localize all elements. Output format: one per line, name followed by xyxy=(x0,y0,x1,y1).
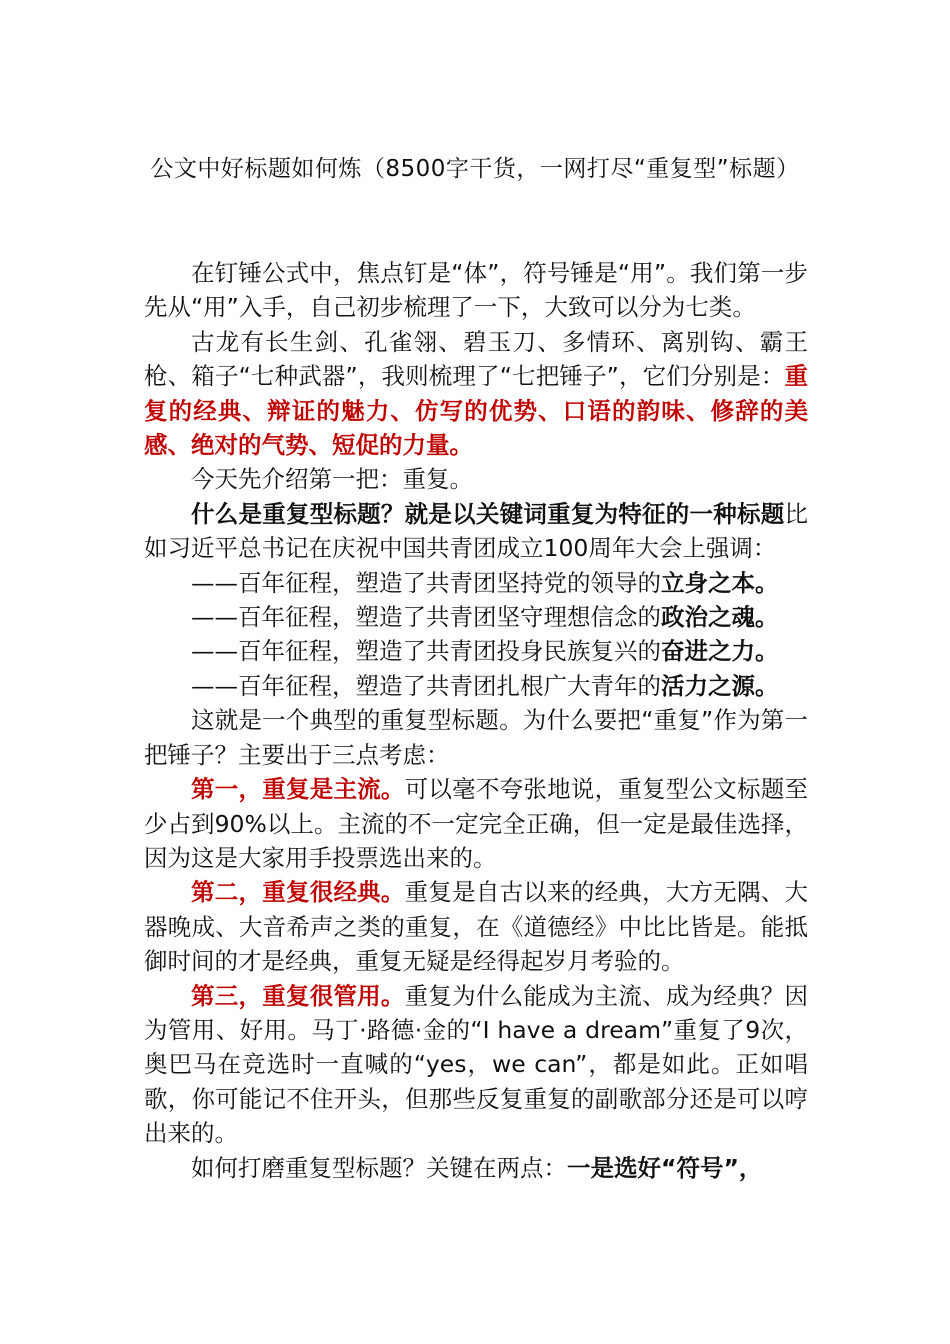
quote-line xyxy=(144,600,808,634)
highlight-text: 重复的经典、辩证的魅力、仿写的优势、口语的韵味、修辞的美感、绝对的气势、短促的力量。 xyxy=(144,362,808,460)
quote-text: ——百年征程，塑造了共青团投身民族复兴的 xyxy=(191,637,661,666)
paragraph-text: 可以毫不夸张地说，重复型公文标题至少占到90%以上。主流的不一定完全正确，但一定是最佳选择，因为这是大家用手投票选出来的。 xyxy=(144,775,809,872)
paragraph-text: 古龙有长生剑、孔雀翎、碧玉刀、多情环、离别钩、霸王枪、箱子“七种武器”，我则梳理了“七把锤子”，它们分别是： xyxy=(144,327,808,391)
bold-text: 一是选好“符号”， xyxy=(567,1153,763,1182)
quote-text: ——百年征程，塑造了共青团扎根广大青年的 xyxy=(191,671,661,700)
quote-bold: 立身之本。 xyxy=(661,568,779,597)
paragraph-reason-1 xyxy=(144,772,808,875)
paragraph-text: 重复为什么能成为主流、成为经典？因为管用、好用。马丁·路德·金的“I have a dream”重复了9次，奥巴马在竞选时一直喊的“yes，we can”，都是如此。正如唱歌，你可能记不住开头，但那些反复重复的副歌部分还是可以哼出来的。 xyxy=(144,981,809,1148)
paragraph-how-to xyxy=(144,1151,808,1185)
quote-line xyxy=(144,669,808,703)
paragraph-first-hammer: 今天先介绍第一把：重复。 xyxy=(191,465,473,494)
paragraph-text: 重复是自古以来的经典，大方无隅、大器晚成、大音希声之类的重复，在《道德经》中比比皆是。能抵御时间的才是经典，重复无疑是经得起岁月考验的。 xyxy=(144,878,809,976)
paragraph-reason-3 xyxy=(144,979,808,1151)
paragraph-definition xyxy=(144,497,808,566)
quote-line xyxy=(144,634,808,668)
highlight-text: 第一，重复是主流。 xyxy=(191,775,405,804)
quote-line xyxy=(144,566,808,600)
paragraph-text: 比如习近平总书记在庆祝中国共青团成立100周年大会上强调： xyxy=(144,499,808,563)
quote-bold: 活力之源。 xyxy=(661,671,779,700)
paragraph-reason-2 xyxy=(144,875,808,978)
quote-bold: 奋进之力。 xyxy=(661,637,779,666)
paragraph-reasons: 这就是一个典型的重复型标题。为什么要把“重复”作为第一把锤子？主要出于三点考虑： xyxy=(144,706,808,769)
quote-text: ——百年征程，塑造了共青团坚持党的领导的 xyxy=(191,568,661,597)
paragraph-text: 如何打磨重复型标题？关键在两点： xyxy=(191,1153,567,1182)
document-body xyxy=(144,256,808,1185)
quote-text: ——百年征程，塑造了共青团坚守理想信念的 xyxy=(191,603,661,632)
quote-bold: 政治之魂。 xyxy=(661,603,779,632)
highlight-text: 第三，重复很管用。 xyxy=(191,981,405,1010)
paragraph-intro: 在钉锤公式中，焦点钉是“体”，符号锤是“用”。我们第一步先从“用”入手，自己初步梳理了一下，大致可以分为七类。 xyxy=(144,259,808,322)
bold-text: 什么是重复型标题？就是以关键词重复为特征的一种标题 xyxy=(191,499,785,528)
highlight-text: 第二，重复很经典。 xyxy=(191,878,405,907)
document-title: 公文中好标题如何炼（8500字干货，一网打尽“重复型”标题） xyxy=(150,156,800,182)
paragraph-seven-hammers xyxy=(144,325,808,463)
